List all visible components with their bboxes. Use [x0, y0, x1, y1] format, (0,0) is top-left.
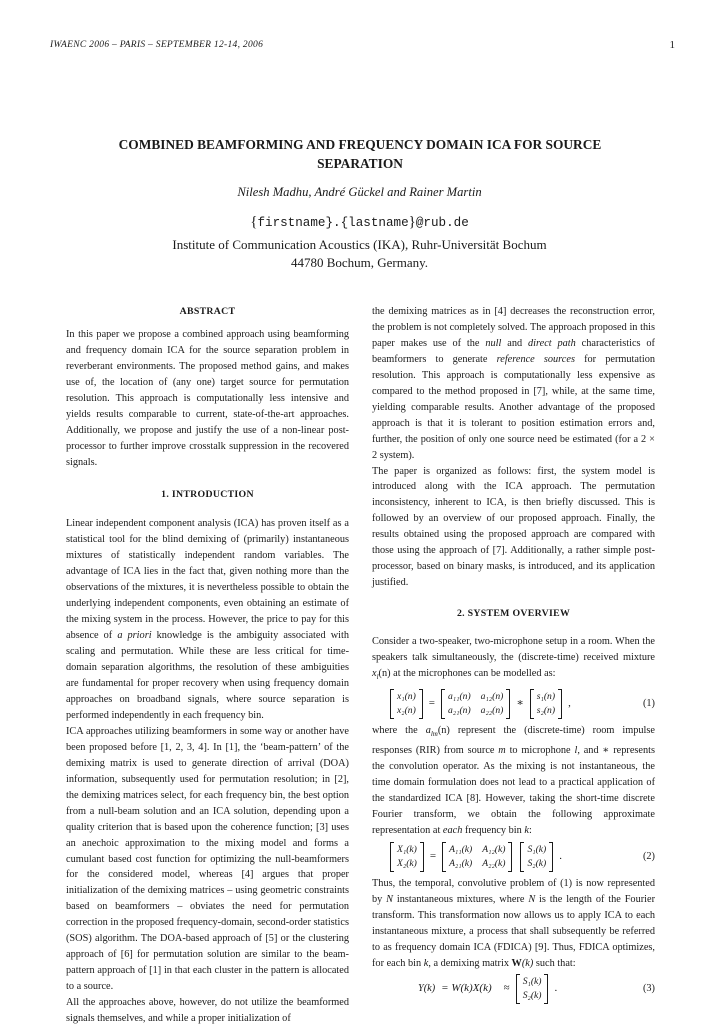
intro-p1-em: a priori — [117, 630, 152, 642]
right-paragraph-4 — [372, 723, 655, 839]
right-paragraph-5 — [372, 876, 655, 972]
eq1-x2: x₂(n) — [397, 705, 416, 717]
eq3-end: . — [554, 982, 558, 995]
eq1-a11: a₁₁(n) — [448, 691, 471, 703]
email-first: firstname — [257, 216, 326, 230]
eq2-equals: = — [429, 849, 437, 862]
right-p4-b: represent the (discrete-time) room impulse responses (RIR) from source — [372, 725, 655, 757]
paper-title — [70, 135, 650, 174]
eq3-s2: S₂(k) — [522, 990, 542, 1002]
right-p5-c: is the length of the Fourier transform. This transformation now allows us to apply ICA to each instantaneous mixture, a process that shall subsequently be referred to as frequency domain ICA (FDICA) [9]. Thus, FDICA optimizes, for each bin — [372, 893, 656, 969]
right-p4-e: frequency bin — [462, 824, 525, 836]
author-list: Nilesh Madhu, André Gückel and Rainer Martin — [237, 185, 482, 199]
eq1-s1: s₁(n) — [536, 691, 556, 703]
eq3-lhs: Y(k) — [418, 983, 436, 995]
eq1-a22: a₂₂(n) — [480, 705, 504, 717]
abstract-text: In this paper we propose a combined approach using beamforming and frequency domain ICA for the source separation problem in reverberant environments. The proposed method gains, and makes use of, the location of (any one) target source for permutation resolution. This approach is computationally less intensive and yields results comparable to current, state-of-the-art approaches. Additionally, we propose and justify the use of a non-linear post-processor to further improve crosstalk suppression in the recovered signals. — [66, 328, 349, 468]
section-2-heading: 2. SYSTEM OVERVIEW — [456, 608, 571, 620]
eq1-number: (1) — [642, 698, 655, 710]
right-p4-c: to microphone — [505, 745, 575, 757]
intro-p1-a: Linear independent component analysis (ICA) has proven itself as a statistical tool for the blind demixing of (primarily) instantaneous mixtures of statistically independent random variables. The advantage of ICA lies in the fact that, given nothing more than the observations of the mixtures, it is nevertheless possible to obtain the underlying independent components, even obtaining an estimate of the mixing system in the process. However, the price to pay for this absence of — [66, 518, 349, 642]
eq1-a21: a₂₁(n) — [448, 705, 471, 717]
eq1-x-vector — [390, 689, 423, 719]
affiliation — [0, 236, 719, 273]
eq3-number: (3) — [642, 983, 655, 995]
intro-heading: 1. INTRODUCTION — [161, 488, 254, 500]
email-dot: }.{ — [325, 216, 349, 230]
right-p1-and: and — [501, 337, 528, 349]
eq1-a-matrix — [441, 689, 510, 719]
right-paragraph-3 — [372, 634, 655, 686]
right-p5-d: , a demixing matrix — [428, 957, 512, 969]
intro-paragraph-1 — [66, 516, 349, 723]
eq2-a22: A₂₂(k) — [482, 857, 506, 869]
right-p3-sym: x — [372, 668, 377, 680]
eq2-end: . — [559, 849, 562, 862]
right-p5-a: Thus, the temporal, convolutive problem of (1) is now represented by — [372, 877, 655, 905]
eq1-s2: s₂(n) — [536, 705, 556, 717]
right-p1-b: characteristics of beamformers to generate — [372, 337, 655, 365]
eq1-a12: a₁₂(n) — [480, 691, 504, 703]
title-line-1: COMBINED BEAMFORMING AND FREQUENCY DOMAIN ICA FOR SOURCE — [118, 137, 602, 152]
eq2-x1: X₁(k) — [397, 843, 417, 855]
email-domain: @rub.de — [415, 216, 469, 230]
abstract-heading: ABSTRACT — [179, 306, 236, 317]
page-number: 1 — [669, 39, 675, 51]
eq2-s1: S₁(k) — [527, 843, 547, 855]
right-p4-f: : — [528, 824, 532, 836]
right-column — [372, 304, 655, 1008]
right-p1-a: the demixing matrices as in [4] decreases the reconstruction error, the problem is not completely solved. The approach proposed in this paper makes use of the — [372, 306, 655, 349]
eq1-conv: ∗ — [516, 697, 524, 710]
right-p4-a: where the — [372, 725, 426, 737]
eq2-x-vector — [390, 842, 424, 872]
author-email — [0, 214, 719, 231]
right-p4-d: , and ∗ represents the convolution operator. As the mixing is not instantaneous, the time domain formulation does not lead to a practical application of the standardized ICA [8]. However, taking the short-time discrete Fourier transform, we obtain the following approximate representation at — [372, 745, 655, 836]
right-p5-wk: (k) — [521, 957, 534, 969]
eq2-s-vector — [520, 842, 553, 872]
eq2-a21: A₂₁(k) — [449, 857, 473, 869]
right-p4-arg: (n) — [437, 725, 450, 737]
right-p4-em: each — [442, 824, 463, 836]
eq2-a-matrix — [442, 842, 512, 872]
eq1-end: , — [568, 697, 571, 710]
right-p3-arg: (n) — [378, 668, 391, 680]
title-line-2: SEPARATION — [317, 156, 403, 172]
right-p4-sym: a — [425, 725, 431, 737]
eq1-x1: x₁(n) — [397, 691, 416, 703]
email-brace-open: { — [250, 214, 258, 230]
right-paragraph-2: The paper is organized as follows: first, the system model is introduced along with the ICA approach. The permutation inconsistency, inherent to ICA, is then briefly discussed. This is followed by an overview of our proposed approach. Finally, the results obtained using the proposed approach are compared with those using the approach of [7]. Additionally, a rather simple post-processor, based on binary masks, is introduced, and its application justified. — [372, 465, 655, 589]
right-p1-c: for permutation resolution. This approach is computationally less expensive as compared to the method proposed in [7], while, at the same time, yielding comparable results. Another advantage of the proposed approach is that it is tolerant to position estimation errors and, further, the position of only one source need be estimated (for a 2 × 2 system). — [372, 353, 655, 461]
email-brace-close: } — [408, 214, 416, 230]
affiliation-line-2: 44780 Bochum, Germany. — [290, 255, 429, 271]
intro-paragraph-2: ICA approaches utilizing beamformers in some way or another have been proposed before [1, 2, 3, 4]. In [1], the ‘beam-pattern’ of the demixing matrix is used to generate direction of arrival (DOA) information, subsequently used for permutation resolution; in [2], the demixing matrices select, for each frequency bin, the best option from a null-beam solution and an ICA solution, depending upon a quality criterion that is based upon the coherence function; [3] uses an anechoic approximation to the mixing model and forms a cumulant based cost function for optimizing the null-beamformers for the considered model, whereas [4] argues that proper initialization of the demixing matrices – using geometric constraints based on beamformers – obviates the need for permutation correction in the proposed frequency-domain, second-order statistics (SOS) algorithm. The DOA-based approach of [5] or the clustering approach of [6] for permutation solution are similar to the beam-pattern approach of [1] in that each cluster in the pattern is allocated to a source. — [66, 725, 349, 993]
right-p4-sub: lm — [430, 730, 438, 739]
right-p3-sub: l — [376, 673, 379, 682]
right-paragraph-1 — [372, 304, 655, 464]
eq2-a11: A₁₁(k) — [449, 843, 473, 855]
right-p3-b: at the microphones can be modelled as: — [390, 668, 556, 680]
right-p5-n: N — [386, 893, 394, 905]
running-head: IWAENC 2006 – PARIS – SEPTEMBER 12-14, 2006 — [50, 40, 264, 50]
right-p5-b: instantaneous mixtures, where — [393, 893, 529, 905]
right-p4-l: l — [574, 745, 578, 757]
right-p5-k: k — [423, 957, 429, 969]
right-p5-n2: N — [528, 893, 536, 905]
right-p4-m: m — [498, 745, 506, 757]
eq3-s1: S₁(k) — [522, 976, 542, 988]
eq2-s2: S₂(k) — [527, 857, 547, 869]
eq2-number: (2) — [642, 850, 655, 862]
right-p3-a: Consider a two-speaker, two-microphone setup in a room. When the speakers talk simultaneously, the (discrete-time) received mixture — [372, 636, 655, 664]
eq2-a12: A₁₂(k) — [482, 843, 506, 855]
right-p5-e: such that: — [533, 957, 576, 969]
eq1-s-vector — [530, 689, 562, 719]
eq1-equals: = — [428, 697, 435, 710]
eq3-rhs: = W(k)X(k) — [441, 982, 492, 995]
equation-3 — [372, 974, 655, 1004]
eq3-approx: ≈ — [503, 982, 510, 995]
equation-1 — [372, 689, 655, 719]
intro-paragraph-3: All the approaches above, however, do not utilize the beamformed signals themselves, and while a proper initialization of — [66, 997, 349, 1025]
right-p1-em3: reference sources — [496, 353, 575, 365]
left-column — [66, 304, 349, 1027]
right-p1-em1: null — [485, 337, 502, 349]
right-p5-w: W — [511, 957, 522, 969]
eq3-s-vector — [516, 974, 549, 1004]
intro-p1-b: knowledge is the ambiguity associated with scaling and permutation. While these are less critical for time-domain separation algorithms, the resolution of these ambiguities are fundamental for proper recovery when using frequency domain approaches on broadband signals, where source separation is performed independently in each frequency bin. — [66, 630, 350, 721]
affiliation-line-1: Institute of Communication Acoustics (IKA), Ruhr-Universität Bochum — [172, 237, 547, 252]
eq2-x2: X₂(k) — [397, 857, 417, 869]
right-p1-em2: direct path — [527, 337, 576, 349]
right-p4-k: k — [524, 824, 529, 836]
equation-2 — [372, 842, 655, 872]
email-last: lastname — [348, 216, 409, 230]
